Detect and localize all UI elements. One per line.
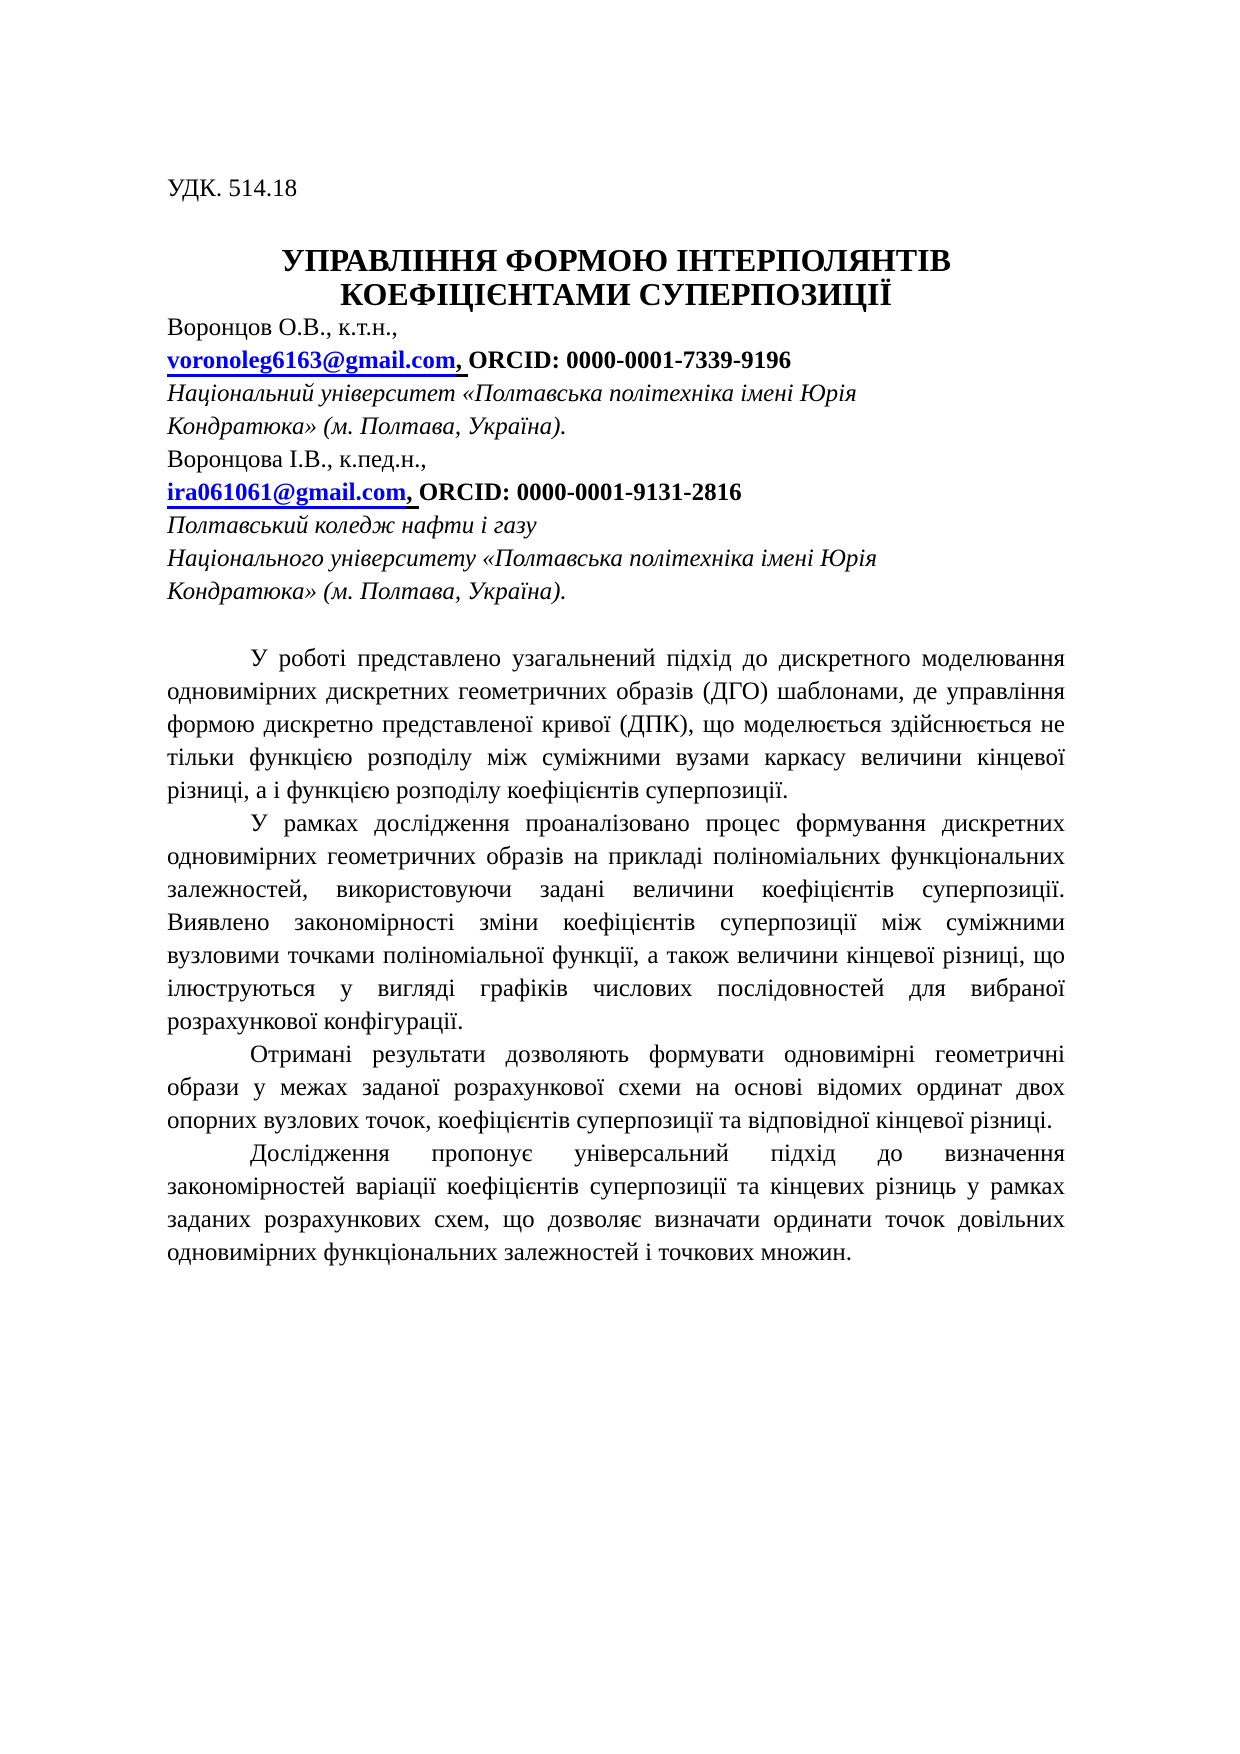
author-1-name: Воронцов О.В., к.т.н.,	[167, 314, 398, 341]
author-1-affiliation-line-2: Кондратюка» (м. Полтава, Україна).	[167, 413, 567, 440]
abstract-block	[167, 642, 1065, 1269]
author-2-affiliation-line-2: Національного університету «Полтавська політехніка імені Юрія	[167, 545, 877, 572]
abstract-paragraph-3: Отримані результати дозволяють формувати одновимірні геометричні образи у межах заданої розрахункової схеми на основі відомих ординат двох опорних вузлових точок, коефіцієнтів суперпозиції та відповідної кінцевої різниці.	[167, 1041, 1065, 1134]
author-2-email-link[interactable]: ira061061@gmail.com	[167, 479, 406, 509]
authors-block	[167, 311, 1065, 608]
author-2-contact-line	[167, 476, 1065, 509]
author-2-email-separator: ,	[406, 479, 419, 509]
author-1-affiliation-line-1: Національний університет «Полтавська політехніка імені Юрія	[167, 380, 857, 407]
abstract-paragraph-1: У роботі представлено узагальнений підхід до дискретного моделювання одновимірних дискретних геометричних образів (ДГО) шаблонами, де управління формою дискретно представленої кривої (ДПК), що моделюється здійснюється не тільки функцією розподілу між суміжними вузами каркасу величини кінцевої різниці, а і функцією розподілу коефіцієнтів суперпозиції.	[167, 645, 1065, 804]
article-title-line-1: УПРАВЛІННЯ ФОРМОЮ ІНТЕРПОЛЯНТІВ	[281, 242, 951, 278]
article-title	[167, 243, 1065, 311]
author-1-orcid: ORCID: 0000-0001-7339-9196	[468, 347, 792, 374]
udc-code: УДК. 514.18	[167, 175, 298, 202]
author-2-orcid: ORCID: 0000-0001-9131-2816	[418, 479, 742, 506]
author-2-affiliation-line-3: Кондратюка» (м. Полтава, Україна).	[167, 578, 567, 605]
abstract-paragraph-2: У рамках дослідження проаналізовано процес формування дискретних одновимірних геометричних образів на прикладі поліноміальних функціональних залежностей, використовуючи задані величини коефіцієнтів суперпозиції. Виявлено закономірності зміни коефіцієнтів суперпозиції між суміжними вузловими точками поліноміальної функції, а також величини кінцевої різниці, що ілюструються у вигляді графіків числових послідовностей для вибраної розрахункової конфігурації.	[167, 810, 1065, 1035]
abstract-paragraph-4: Дослідження пропонує універсальний підхід до визначення закономірностей варіації коефіцієнтів суперпозиції та кінцевих різниць у рамках заданих розрахункових схем, що дозволяє визначати ординати точок довільних одновимірних функціональних залежностей і точкових множин.	[167, 1140, 1065, 1266]
author-2-affiliation-line-1: Полтавський коледж нафти і газу	[167, 512, 537, 539]
author-1-contact-line	[167, 344, 1065, 377]
author-1-email-separator: ,	[456, 347, 469, 377]
author-1-email-link[interactable]: voronoleg6163@gmail.com	[167, 347, 456, 377]
author-2-name: Воронцова І.В., к.пед.н.,	[167, 446, 427, 473]
article-title-line-2: КОЕФІЦІЄНТАМИ СУПЕРПОЗИЦІЇ	[340, 276, 892, 312]
